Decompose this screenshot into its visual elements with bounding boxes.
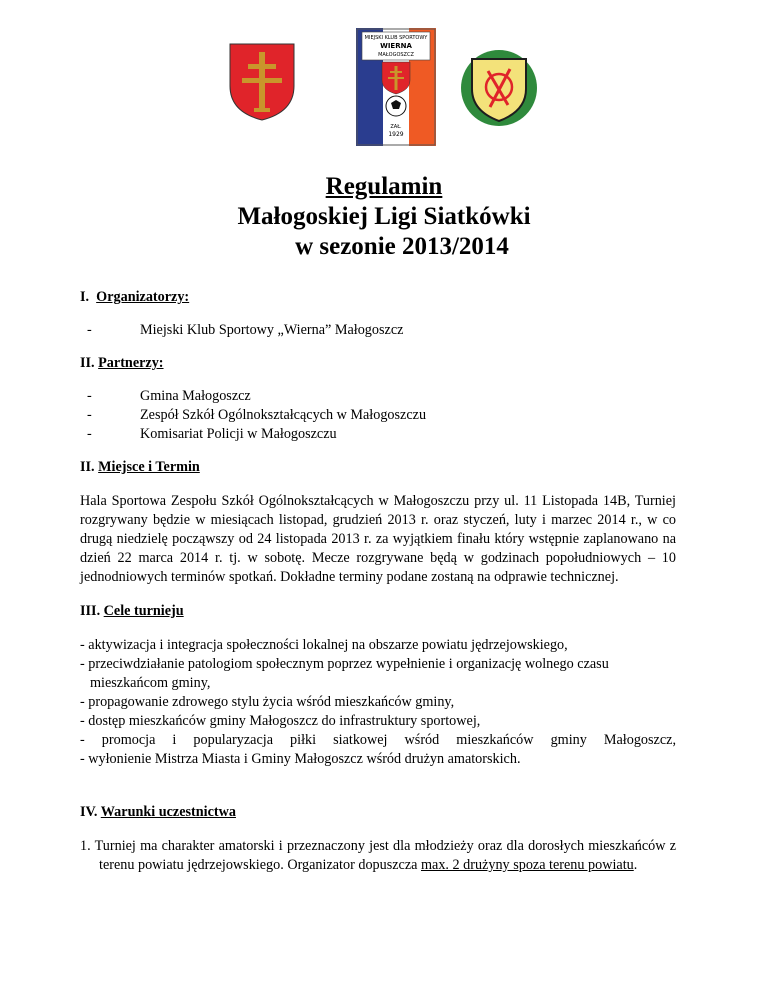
club-badge-text-4: ZAŁ. (390, 124, 402, 130)
coat-of-arms-icon (228, 42, 296, 122)
logos-row (0, 0, 768, 160)
section-title: Miejsce i Termin (98, 459, 200, 475)
document-body (80, 288, 676, 875)
list-item: - Zespół Szkół Ogólnokształcących w Małogoszczu (80, 406, 676, 425)
goal-item: - promocja i popularyzacja piłki siatkowej wśród mieszkańców gminy Małogoszcz, (80, 732, 676, 748)
condition-item (80, 837, 676, 875)
goal-item: mieszkańcom gminy, (90, 675, 211, 691)
section-heading-conditions (80, 803, 676, 822)
condition-underlined-text: max. 2 drużyny spoza terenu powiatu (421, 857, 634, 873)
organizers-list (80, 321, 676, 340)
goals-list (80, 636, 676, 769)
section-number: IV. (80, 804, 98, 820)
title-line-2: Małogoskiej Ligi Siatkówki (237, 203, 531, 230)
section-title: Organizatorzy: (96, 289, 190, 305)
section-title: Warunki uczestnictwa (100, 804, 236, 820)
section-number: II. (80, 459, 95, 475)
goal-item: - wyłonienie Mistrza Miasta i Gminy Małogoszcz wśród drużyn amatorskich. (80, 751, 521, 767)
goal-item: - przeciwdziałanie patologiom społecznym poprzez wypełnienie i organizację wolnego czasu (80, 656, 609, 672)
section-heading-place (80, 458, 676, 477)
section-title: Partnerzy: (98, 355, 164, 371)
goal-item: - aktywizacja i integracja społeczności lokalnej na obszarze powiatu jędrzejowskiego, (80, 637, 568, 653)
place-and-term-paragraph: Hala Sportowa Zespołu Szkół Ogólnokształcących w Małogoszczu przy ul. 11 Listopada 14B, Turniej rozgrywany będzie w miesiącach listopad, grudzień 2013 r. oraz styczeń, luty i marzec 2014 r., w co drugą niedzielę począwszy od 24 listopada 2013 r. za wyjątkiem finału który wstępnie zaplanowano na dzień 22 marca 2014 r. tj. w sobotę. Mecze rozgrywane będą w godzinach popołudniowych – 10 jednodniowych terminów spotkań. Dokładne terminy podane zostaną na odprawie technicznej. (80, 493, 676, 585)
club-badge-icon (356, 28, 436, 146)
partners-list (80, 387, 676, 444)
section-number: III. (80, 603, 101, 619)
list-item: - Miejski Klub Sportowy „Wierna” Małogoszcz (80, 321, 676, 340)
goal-item: - propagowanie zdrowego stylu życia wśród mieszkańców gminy, (80, 694, 455, 710)
title-line-1: Regulamin (325, 173, 443, 200)
title-line-3: w sezonie 2013/2014 (295, 233, 509, 260)
section-heading-goals (80, 602, 676, 621)
document-title (0, 172, 768, 262)
club-badge-text-2: WIERNA (380, 42, 412, 50)
list-item: - Gmina Małogoszcz (80, 387, 676, 406)
goal-item: - dostęp mieszkańców gminy Małogoszcz do infrastruktury sportowej, (80, 713, 481, 729)
condition-number: 1. (80, 838, 91, 854)
conditions-list (80, 837, 676, 875)
section-number: II. (80, 355, 95, 371)
club-badge-text-5: 1929 (388, 131, 404, 138)
condition-text: Turniej ma charakter amatorski i przeznaczony jest dla młodzieży oraz dla dorosłych mieszkańców z terenu powiatu jędrzejowskiego. Organizator dopuszcza (94, 838, 676, 873)
section-number: I. (80, 289, 90, 305)
section-heading-partners (80, 354, 676, 373)
school-badge-icon (460, 49, 538, 127)
condition-end: . (633, 857, 638, 873)
club-badge-text-3: MAŁOGOSZCZ (378, 52, 414, 58)
club-badge-text-1: MIEJSKI KLUB SPORTOWY (364, 35, 428, 41)
section-title: Cele turnieju (103, 603, 184, 619)
section-heading-organizers (80, 288, 676, 307)
list-item: - Komisariat Policji w Małogoszczu (80, 425, 676, 444)
